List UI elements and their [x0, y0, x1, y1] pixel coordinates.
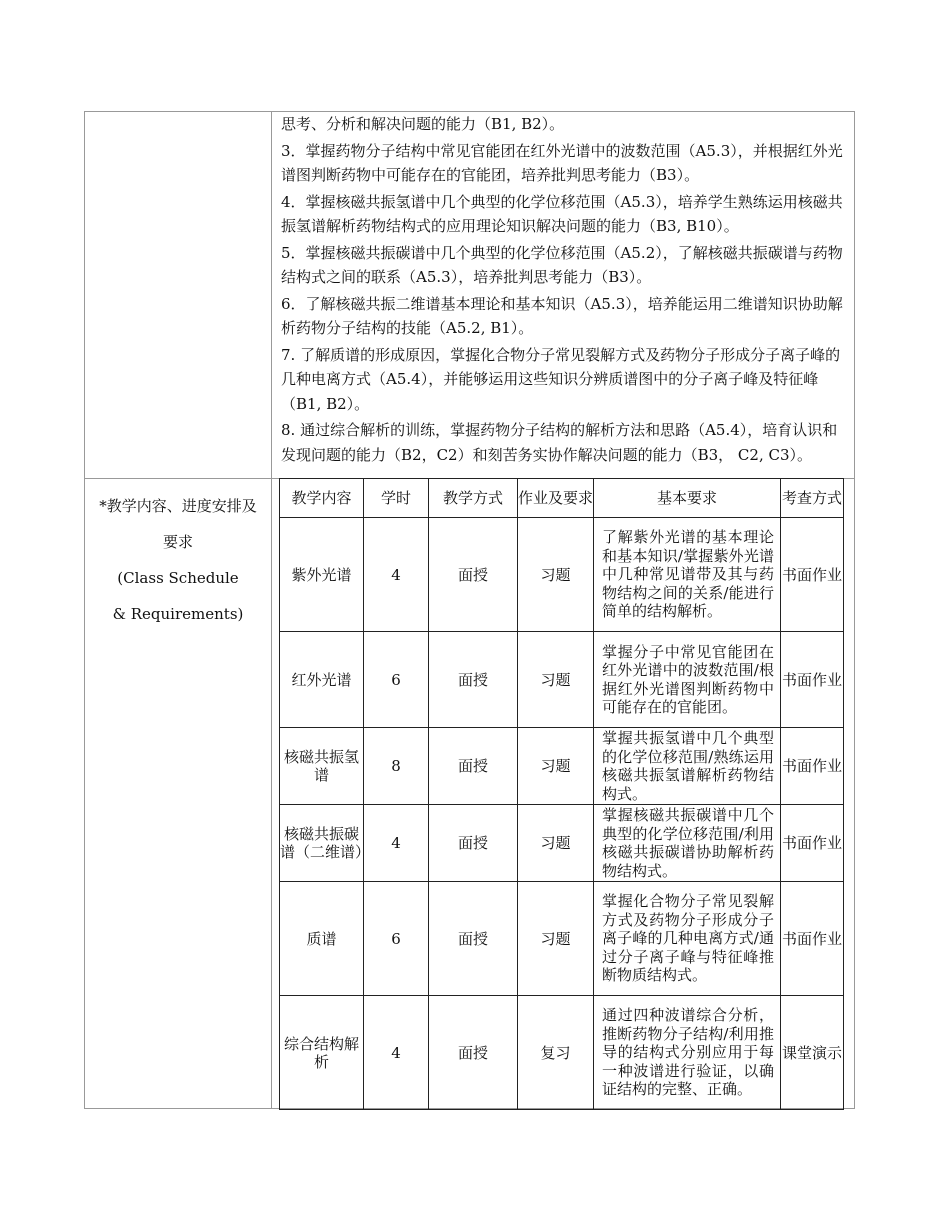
header-hours: 学时 [364, 479, 429, 518]
objective-line: 3．掌握药物分子结构中常见官能团在红外光谱中的波数范围（A5.3），并根据红外光谱图判断药物中可能存在的官能团，培养批判思考能力（B3）。 [281, 141, 843, 184]
section-label-line: 要求 [162, 533, 193, 551]
cell-method: 面授 [429, 996, 518, 1110]
table-row [280, 518, 844, 632]
cell-requirements: 掌握核磁共振碳谱中几个典型的化学位移范围/利用核磁共振碳谱协助解析药物结构式。 [594, 805, 781, 882]
cell-hours: 4 [364, 996, 429, 1110]
cell-content: 紫外光谱 [280, 518, 364, 632]
cell-content: 红外光谱 [280, 632, 364, 728]
header-requirements: 基本要求 [594, 479, 781, 518]
objective-line: 8. 通过综合解析的训练，掌握药物分子结构的解析方法和思路（A5.4），培育认识和发现问题的能力（B2，C2）和刻苦务实协作解决问题的能力（B3， C2, C3）。 [281, 421, 838, 464]
section-label-line: & Requirements) [112, 605, 244, 623]
schedule-header-row [280, 479, 844, 518]
cell-homework: 复习 [518, 996, 594, 1110]
cell-assessment: 课堂演示 [781, 996, 844, 1110]
objective-line: 4．掌握核磁共振氢谱中几个典型的化学位移范围（A5.3），培养学生熟练运用核磁共振氢谱解析药物结构式的应用理论知识解决问题的能力（B3, B10）。 [281, 192, 843, 235]
cell-homework: 习题 [518, 882, 594, 996]
cell-method: 面授 [429, 805, 518, 882]
objective-line: 7. 了解质谱的形成原因，掌握化合物分子常见裂解方式及药物分子形成分子离子峰的几种电离方式（A5.4），并能够运用这些知识分辨质谱图中的分子离子峰及特征峰（B1, B2）。 [281, 345, 841, 413]
table-row [280, 728, 844, 805]
cell-content: 核磁共振氢谱 [280, 728, 364, 805]
cell-requirements: 通过四种波谱综合分析，推断药物分子结构/利用推导的结构式分别应用于每一种波谱进行验证，以确证结构的完整、正确。 [594, 996, 781, 1110]
cell-method: 面授 [429, 882, 518, 996]
cell-requirements: 掌握分子中常见官能团在红外光谱中的波数范围/根据红外光谱图判断药物中可能存在的官能团。 [594, 632, 781, 728]
section-label-line: *教学内容、进度安排及 [99, 497, 257, 515]
cell-content: 综合结构解析 [280, 996, 364, 1110]
cell-requirements: 掌握化合物分子常见裂解方式及药物分子形成分子离子峰的几种电离方式/通过分子离子峰与特征峰推断物质结构式。 [594, 882, 781, 996]
cell-requirements: 掌握共振氢谱中几个典型的化学位移范围/熟练运用核磁共振氢谱解析药物结构式。 [594, 728, 781, 805]
cell-hours: 4 [364, 518, 429, 632]
table-row [280, 882, 844, 996]
header-assessment: 考查方式 [781, 479, 844, 518]
cell-hours: 8 [364, 728, 429, 805]
header-homework: 作业及要求 [518, 479, 594, 518]
cell-assessment: 书面作业 [781, 518, 844, 632]
cell-requirements: 了解紫外光谱的基本理论和基本知识/掌握紫外光谱中几种常见谱带及其与药物结构之间的关系/能进行简单的结构解析。 [594, 518, 781, 632]
schedule-table [279, 478, 844, 1110]
course-outline-table [84, 111, 855, 1109]
header-content: 教学内容 [280, 479, 364, 518]
header-method: 教学方式 [429, 479, 518, 518]
cell-content: 质谱 [280, 882, 364, 996]
objective-line: 思考、分析和解决问题的能力（B1, B2）。 [281, 115, 565, 133]
cell-hours: 6 [364, 882, 429, 996]
table-row [280, 805, 844, 882]
table-row [280, 632, 844, 728]
objective-line: 6．了解核磁共振二维谱基本理论和基本知识（A5.3），培养能运用二维谱知识协助解析药物分子结构的技能（A5.2, B1）。 [281, 294, 843, 337]
learning-objectives [281, 112, 847, 467]
cell-assessment: 书面作业 [781, 728, 844, 805]
cell-method: 面授 [429, 518, 518, 632]
cell-assessment: 书面作业 [781, 805, 844, 882]
cell-assessment: 书面作业 [781, 882, 844, 996]
column-divider [271, 112, 272, 1108]
objective-line: 5．掌握核磁共振碳谱中几个典型的化学位移范围（A5.2），了解核磁共振碳谱与药物结构式之间的联系（A5.3），培养批判思考能力（B3）。 [281, 243, 843, 286]
cell-homework: 习题 [518, 518, 594, 632]
section-label [85, 488, 271, 632]
cell-assessment: 书面作业 [781, 632, 844, 728]
cell-method: 面授 [429, 632, 518, 728]
cell-homework: 习题 [518, 728, 594, 805]
table-row [280, 996, 844, 1110]
cell-content: 核磁共振碳谱（二维谱） [280, 805, 364, 882]
cell-homework: 习题 [518, 805, 594, 882]
cell-hours: 4 [364, 805, 429, 882]
cell-homework: 习题 [518, 632, 594, 728]
section-label-line: (Class Schedule [117, 569, 239, 587]
cell-hours: 6 [364, 632, 429, 728]
cell-method: 面授 [429, 728, 518, 805]
